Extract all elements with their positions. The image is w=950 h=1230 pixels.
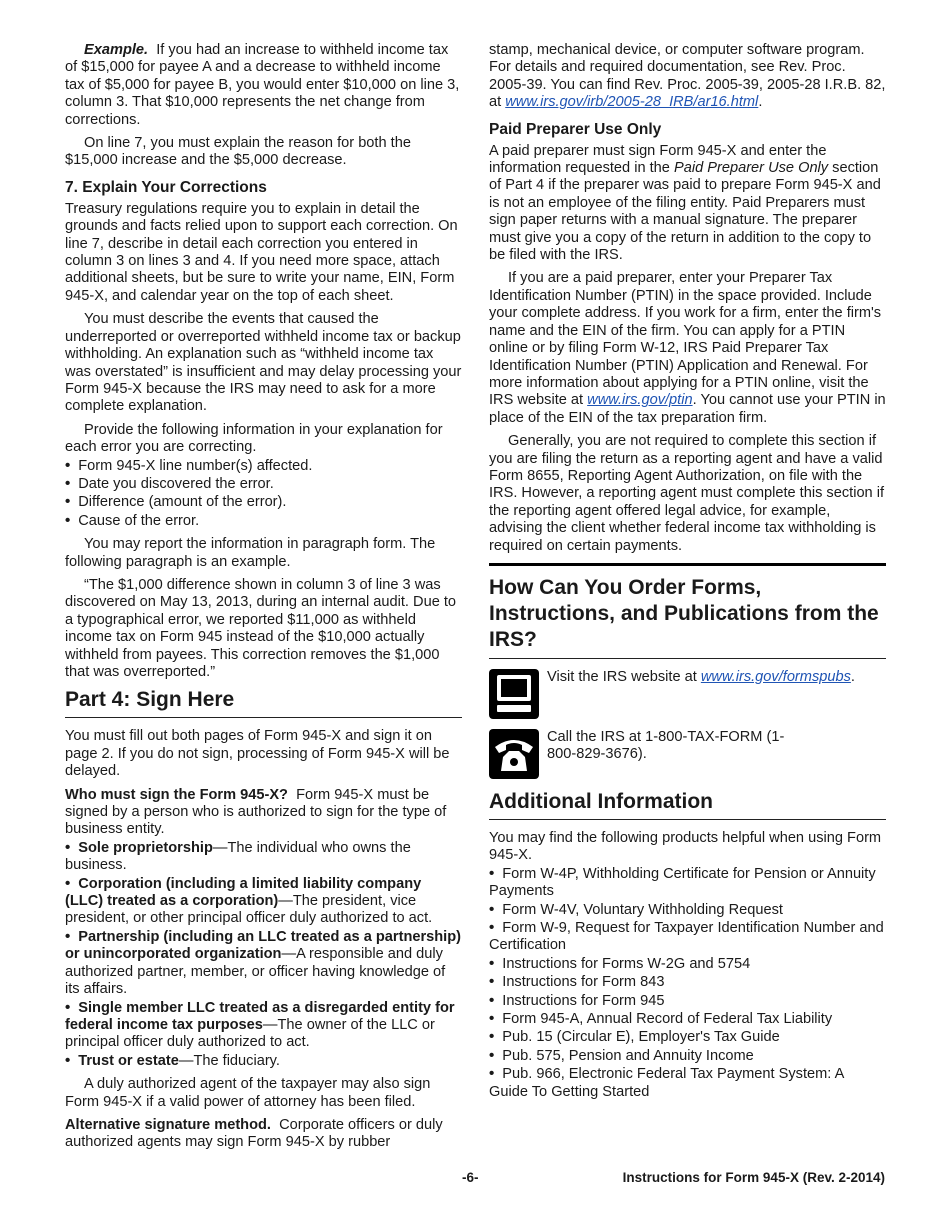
paid-preparer-paragraph-3: Generally, you are not required to complete this section if you are filing the return as a reporting agent and have a valid Form 8655, Reporting Agent Authorization, on file with the IRS. However, a reporting agent must complete this section if the reporting agent offered legal advice, for example, advising the client whether federal income tax withholding is required on certain payments. [489, 433, 885, 554]
paid-preparer-paragraph-1: A paid preparer must sign Form 945-X and enter the information requested in the Paid Preparer Use Only section of Part 4 if the preparer was paid to prepare Form 945-X and is not an employee of the filing entity. Paid Preparers must sign paper returns with a manual signature. The preparer must give you a copy of the return in addition to the copy to be filed with the IRS. [489, 142, 881, 264]
explain-paragraph-3: Provide the following information in your explanation for each error you are correcting. [65, 421, 443, 456]
list-item: • Trust or estate—The fiduciary. [65, 1052, 462, 1070]
list-item: • Form 945-A, Annual Record of Federal Tax Liability [489, 1010, 886, 1028]
who-must-sign-paragraph: Who must sign the Form 945-X? Form 945-X must be signed by a person who is authorized to sign for the type of business entity. [65, 786, 447, 838]
formspubs-link[interactable]: www.irs.gov/formspubs [700, 668, 851, 685]
paid-preparer-paragraph-2: If you are a paid preparer, enter your Preparer Tax Identification Number (PTIN) in the space provided. Include your complete address. If you work for a firm, enter the firm's name and the EIN of the firm. You can apply for a PTIN online or by filing Form W-12, IRS Paid Preparer Tax Identification Number (PTIN) Application and Renewal. For more information about applying for a PTIN online, visit the IRS website at www.irs.gov/ptin. You cannot use your PTIN in place of the EIN of the tax preparation firm. [489, 270, 886, 426]
example-quote: “The $1,000 difference shown in column 3 of line 3 was discovered on May 13, 2013, during an internal audit. Due to a typographical error, we reported $11,000 as withheld income tax on Form 945 instead of the $10,000 actually withheld from payees. This correction removes the $1,000 that was overreported.” [65, 576, 457, 680]
list-item: • Sole proprietorship—The individual who owns the business. [65, 839, 462, 875]
list-item: • Corporation (including a limited liability company (LLC) treated as a corporation)—The president, vice president, or other principal officer duly authorized to act. [65, 875, 462, 928]
additional-information-heading: Additional Information [489, 789, 886, 820]
additional-intro: You may find the following products helpful when using Form 945-X. [489, 829, 882, 864]
explain-bullet-list [65, 457, 462, 531]
page-number: -6- [462, 1170, 479, 1185]
computer-icon [489, 669, 539, 719]
right-column [489, 42, 886, 1107]
list-item: • Partnership (including an LLC treated as a partnership) or unincorporated organization—A responsible and duly authorized partner, member, or officer having knowledge of its affairs. [65, 928, 462, 999]
part4-heading: Part 4: Sign Here [65, 687, 462, 718]
list-item: • Cause of the error. [65, 512, 462, 530]
explain-paragraph-4: You may report the information in paragraph form. The following paragraph is an example. [65, 536, 436, 570]
list-item: • Instructions for Form 945 [489, 992, 886, 1010]
part4-paragraph: You must fill out both pages of Form 945-X and sign it on page 2. If you do not sign, processing of Form 945-X will be delayed. [65, 728, 450, 780]
list-item: • Form W-9, Request for Taxpayer Identification Number and Certification [489, 919, 886, 955]
example-paragraph: Example. If you had an increase to withheld income tax of $15,000 for payee A and a decrease to withheld income tax of $5,000 for payee B, you would enter $10,000 on line 3, column 3. That $10,000 represents the net change from corrections. [65, 42, 460, 128]
example-label: Example. [84, 42, 149, 58]
rev-proc-link[interactable]: www.irs.gov/irb/2005-28_IRB/ar16.html [505, 94, 759, 111]
signer-list [65, 839, 462, 1070]
order-forms-heading: How Can You Order Forms, Instructions, and Publications from the IRS? [489, 563, 886, 659]
paid-preparer-heading: Paid Preparer Use Only [489, 120, 662, 138]
list-item: • Form W-4P, Withholding Certificate for Pension or Annuity Payments [489, 865, 886, 901]
visit-website-row [489, 669, 886, 719]
explain-paragraph-2: You must describe the events that caused the underreported or overreported withheld income tax or backup withholding. An explanation such as “withheld income tax was overstated” is insufficient and may delay processing your Form 945-X because the IRS may need to ask for a more complete explanation. [65, 311, 462, 415]
visit-website-text: Visit the IRS website at www.irs.gov/formspubs. [547, 668, 855, 685]
call-irs-text: Call the IRS at 1-800-TAX-FORM (1-800-829-3676). [547, 728, 785, 763]
list-item: • Single member LLC treated as a disregarded entity for federal income tax purposes—The owner of the LLC or principal officer duly authorized to act. [65, 999, 462, 1052]
call-irs-row [489, 729, 886, 779]
list-item: • Form 945-X line number(s) affected. [65, 457, 462, 475]
list-item: • Pub. 966, Electronic Federal Tax Payment System: A Guide To Getting Started [489, 1065, 886, 1101]
agent-paragraph: A duly authorized agent of the taxpayer may also sign Form 945-X if a valid power of attorney has been filed. [65, 1076, 431, 1110]
continued-paragraph: stamp, mechanical device, or computer software program. For details and required documentation, see Rev. Proc. 2005-39. You can find Rev. Proc. 2005-39, 2005-28 I.R.B. 82, at www.irs.gov/irb/2005-28_IRB/ar16.html. [489, 42, 886, 111]
explain-corrections-heading: 7. Explain Your Corrections [65, 178, 267, 196]
left-column [65, 42, 462, 1158]
ptin-link[interactable]: www.irs.gov/ptin [587, 392, 693, 409]
document-title: Instructions for Form 945-X (Rev. 2-2014) [622, 1170, 885, 1185]
explain-paragraph-1: Treasury regulations require you to explain in detail the grounds and facts relied upon to support each correction. On line 7, describe in detail each correction you entered in column 3 on lines 3 and 4. If you need more space, attach additional sheets, but be sure to write your name, EIN, Form 945-X, and calendar year on the top of each sheet. [65, 200, 458, 304]
list-item: • Pub. 15 (Circular E), Employer's Tax Guide [489, 1028, 886, 1046]
telephone-icon [489, 729, 539, 779]
list-item: • Form W-4V, Voluntary Withholding Request [489, 901, 886, 919]
list-item: • Instructions for Form 843 [489, 973, 886, 991]
list-item: • Instructions for Forms W-2G and 5754 [489, 955, 886, 973]
line7-paragraph: On line 7, you must explain the reason for both the $15,000 increase and the $5,000 decrease. [65, 135, 411, 169]
list-item: • Date you discovered the error. [65, 475, 462, 493]
list-item: • Pub. 575, Pension and Annuity Income [489, 1047, 886, 1065]
alternative-signature-paragraph: Alternative signature method. Corporate officers or duly authorized agents may sign Form 945-X by rubber [65, 1116, 443, 1151]
products-list [489, 865, 886, 1101]
list-item: • Difference (amount of the error). [65, 493, 462, 511]
